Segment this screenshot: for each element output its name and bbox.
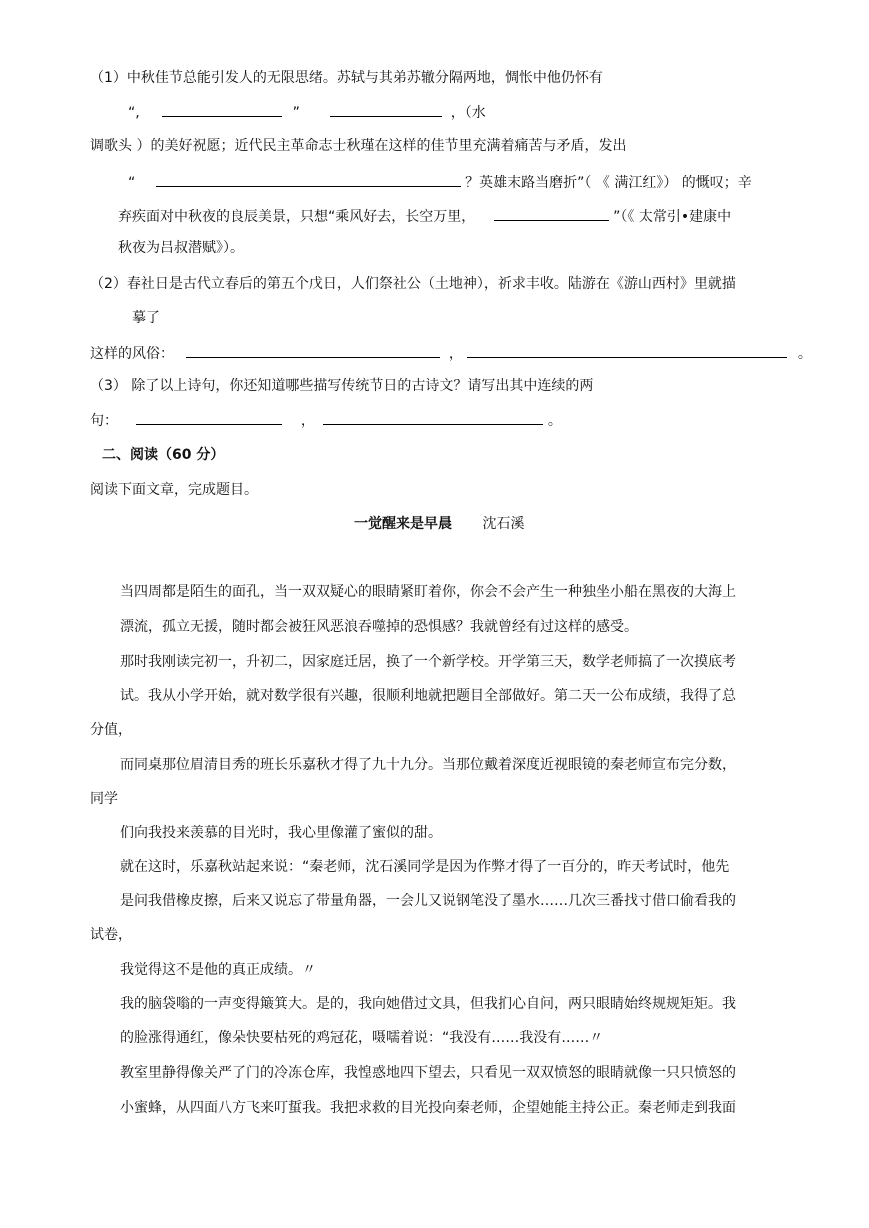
q1-line-4	[128, 172, 752, 193]
q1-line-5	[118, 206, 731, 227]
q1-source: ，（水	[450, 105, 486, 121]
article-line: 我的脑袋嗡的一声变得簸箕大。是的，我向她借过文具，但我扪心自问，两只眼睛始终规规矩矩。我	[120, 996, 736, 1012]
article-line: 的脸涨得通红，像朵快要枯死的鸡冠花，嗫嚅着说：“我没有……我没有……〃	[120, 1030, 604, 1046]
article-line: 漂流，孤立无援，随时都会被狂风恶浪吞噬掉的恐惧感？我就曾经有过这样的感受。	[120, 619, 638, 635]
q2-line-2: 摹了	[132, 310, 160, 326]
q1-open-quote: “	[128, 175, 136, 191]
q1-open-quote: “,	[128, 105, 140, 121]
q1-line-1: （1）中秋佳节总能引发人的无限思绪。苏轼与其弟苏辙分隔两地，惆怅中他仍怀有	[90, 70, 603, 86]
q1-poem-ref: ？英雄末路当磨折”（ 《 满江红》） 的慨叹；辛	[465, 175, 752, 191]
section-heading: 二、阅读（60 分）	[102, 447, 225, 463]
answer-blank[interactable]	[156, 172, 461, 187]
article-line: 教室里静得像关严了门的冷冻仓库，我惶惑地四下望去，只看见一双双愤怒的眼睛就像一只只愤怒的	[120, 1065, 736, 1081]
article-line: 那时我刚读完初一，升初二，因家庭迁居，换了一个新学校。开学第三天，数学老师搞了一次摸底考	[120, 654, 736, 670]
q3-comma: ，	[300, 413, 315, 429]
article-line: 试。我从小学开始，就对数学很有兴趣，很顺利地就把题目全部做好。第二天一公布成绩，我得了总	[120, 688, 736, 704]
article-line: 试卷，	[90, 927, 132, 943]
q1-poem-text: 弃疾面对中秋夜的良辰美景，只想“乘风好去，长空万里，	[118, 209, 476, 225]
article-line: 是问我借橡皮擦，后来又说忘了带量角器，一会儿又说钢笔没了墨水……几次三番找寸借口偷看我的	[120, 893, 736, 909]
article-line: 我觉得这不是他的真正成绩。〃	[120, 962, 316, 978]
article-header	[354, 514, 524, 534]
article-line: 们向我投来羡慕的目光时，我心里像灌了蜜似的甜。	[120, 825, 442, 841]
q1-close-quote: ”	[292, 105, 300, 121]
q3-line-2	[90, 410, 562, 431]
q2-lead: 这样的风俗：	[90, 346, 174, 362]
article-line: 而同桌那位眉清目秀的班长乐嘉秋才得了九十九分。当那位戴着深度近视眼镜的秦老师宣布完分数，	[120, 757, 736, 773]
q2-comma: ，	[448, 346, 463, 362]
q2-line-3	[90, 343, 812, 364]
q3-period: 。	[547, 413, 562, 429]
q1-line-6: 秋夜为吕叔潜赋》）。	[118, 240, 244, 256]
answer-blank[interactable]	[323, 410, 543, 425]
answer-blank[interactable]	[330, 102, 442, 117]
q1-line-3: 调歌头 ）的美好祝愿；近代民主革命志士秋瑾在这样的佳节里充满着痛苦与矛盾，发出	[90, 138, 627, 154]
q2-period: 。	[797, 346, 812, 362]
article-line: 小蜜蜂，从四面八方飞来叮蜇我。我把求救的目光投向秦老师，企望她能主持公正。秦老师走到我面	[120, 1100, 736, 1116]
article-line: 同学	[90, 791, 118, 807]
q3-lead: 句：	[90, 413, 118, 429]
article-title: 一觉醒来是早晨	[354, 516, 452, 532]
article-line: 分值，	[90, 722, 132, 738]
article-author: 沈石溪	[482, 516, 525, 532]
answer-blank[interactable]	[162, 102, 282, 117]
answer-blank[interactable]	[494, 206, 609, 221]
q1-line-2	[128, 102, 486, 123]
answer-blank[interactable]	[467, 343, 787, 358]
section-instruction: 阅读下面文章，完成题目。	[90, 482, 258, 498]
q3-line-1: （3） 除了以上诗句，你还知道哪些描写传统节日的古诗文？请写出其中连续的两	[90, 378, 594, 394]
article-line: 当四周都是陌生的面孔，当一双双疑心的眼睛紧盯着你，你会不会产生一种独坐小船在黑夜的大海上	[120, 584, 736, 600]
article-line: 就在这时，乐嘉秋站起来说：“秦老师，沈石溪同学是因为作弊才得了一百分的，昨天考试时，他先	[120, 859, 730, 875]
q1-poem-ref: ”（《 太常引•建康中	[613, 209, 732, 225]
answer-blank[interactable]	[186, 343, 440, 358]
q2-line-1: （2）春社日是古代立春后的第五个戊日，人们祭社公（土地神），祈求丰收。陆游在《游山西村》里就描	[90, 276, 736, 292]
answer-blank[interactable]	[136, 410, 282, 425]
